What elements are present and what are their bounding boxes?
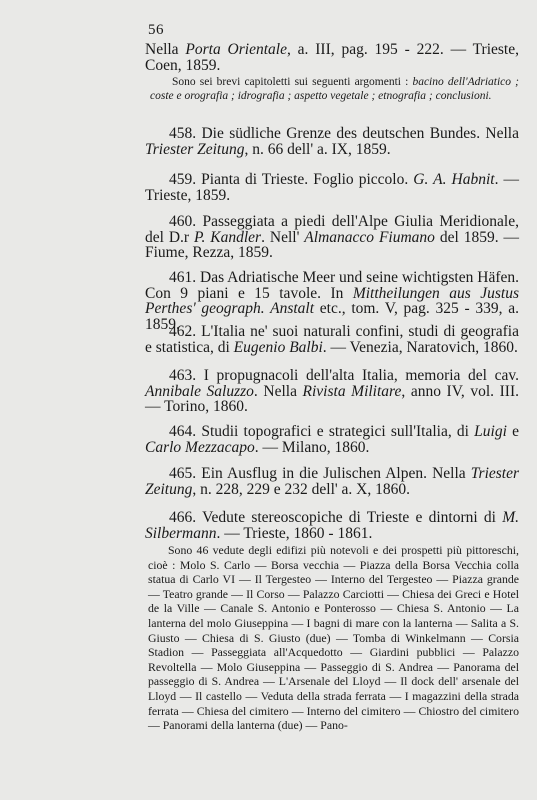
italic-run: Triester Zeitung: [145, 465, 519, 498]
entry-continuation: [145, 42, 519, 73]
text-run: Passeggiata a piedi dell'Alpe Giulia Meridionale, del D.r: [145, 213, 519, 246]
entry-463: [145, 368, 519, 415]
text-run: . — Trieste, 1860 - 1861.: [216, 524, 373, 542]
entry-text: [145, 172, 519, 203]
text-run: Pianta di Trieste. Foglio piccolo.: [196, 171, 414, 188]
entry-number: 463.: [169, 367, 197, 384]
description-body: Sono 46 vedute degli edifizi più notevoli e dei prospetti più pittoreschi, cioè : Molo S. Carlo — Borsa vecchia — Piazza della Borsa Vecchia colla statua di Carlo VI — Il Tergesteo — Interno del Tergesteo — Piazza grande — Teatro grande — Il Corso — Palazzo Carciotti — Chiesa dei Greci e Hotel de la Ville — Canale S. Antonio e Ponterosso — Chiesa S. Antonio — La lanterna del molo Giuseppina — I bagni di mare con la lanterna — Salita a S. Giusto — Chiesa di S. Giusto (due) — Tomba di Winkelmann — Corsia Stadion — Passeggiata all'Acquedotto — Giardini pubblici — Palazzo Revoltella — Molo Giuseppina — Passeggio di S. Andrea — Panorama del passeggio di S. Andrea — L'Arsenale del Lloyd — Il dock dell' arsenale del Lloyd — Il castello — Veduta della strada ferrata — I magazzini della strada ferrata — Chiesa del cimitero — Interno del cimitero — Chiostro del cimitero — Panorami della lanterna (due) — Pano-: [148, 543, 519, 733]
text-run: e: [506, 423, 519, 440]
text-run: , n. 66 dell' a. IX, 1859.: [244, 140, 391, 158]
italic-run: Carlo Mezzacapo: [145, 438, 255, 456]
entry-460: [145, 214, 519, 261]
entry-number: 466.: [169, 509, 197, 526]
text-run: Studii topografici e strategici sull'Italia, di: [196, 423, 475, 440]
entry-number: 461.: [169, 269, 197, 286]
text-run: I propugnacoli dell'alta Italia, memoria del cav.: [196, 367, 519, 384]
entry-459: [145, 172, 519, 203]
italic-run: Luigi: [474, 423, 507, 440]
entry-text: [145, 466, 519, 497]
italic-run: Annibale Saluzzo: [145, 382, 254, 400]
text-run: Vedute stereoscopiche di Trieste e dintorni di: [196, 509, 503, 526]
entry-text: [145, 214, 519, 261]
description-text: [148, 543, 519, 733]
entry-458: [145, 126, 519, 157]
text-run: . — Milano, 1860.: [254, 438, 370, 456]
entry-465: [145, 466, 519, 497]
page-number: 56: [148, 22, 164, 38]
entry-number: 465.: [169, 465, 197, 482]
entry-text: [145, 324, 519, 355]
text-run: , anno IV, vol. III. — Torino, 1860.: [145, 382, 519, 415]
text-run: del 1859. — Fiume, Rezza, 1859.: [145, 228, 519, 261]
italic-run: Almanacco Fiumano: [304, 228, 435, 246]
entry-466-description: [148, 543, 519, 733]
entry-text: [145, 126, 519, 157]
text-run: . Nell': [261, 228, 305, 246]
entry-text: [145, 510, 519, 541]
text-run: , n. 228, 229 e 232 dell' a. X, 1860.: [192, 480, 410, 498]
entry-464: [145, 424, 519, 455]
italic-run: bacino dell'Adriatico ; coste e orografia ; idrografia ; aspetto vegetale ; etnografia ; conclusioni.: [150, 76, 519, 102]
text-run: Ein Ausflug in die Julischen Alpen. Nella: [196, 465, 471, 482]
entry-number: 458.: [169, 125, 197, 142]
entry-462: [145, 324, 519, 355]
entry-466: [145, 510, 519, 541]
italic-run: Rivista Militare: [302, 382, 402, 400]
text-run: . Nella: [253, 382, 303, 400]
text-run: . — Venezia, Naratovich, 1860.: [322, 338, 518, 356]
italic-run: M. Silbermann: [145, 509, 519, 542]
text-run: . — Trieste, 1859.: [145, 171, 519, 204]
entry-text: [145, 42, 519, 73]
entry-number: 459.: [169, 171, 197, 188]
text-run: Die südliche Grenze des deutschen Bundes. Nella: [196, 125, 519, 142]
entry-number: 464.: [169, 423, 197, 440]
italic-run: Mittheilungen aus Justus Perthes' geograph. Anstalt: [145, 284, 519, 317]
entry-note: [150, 76, 519, 103]
text-run: , a. III, pag. 195 - 222. — Trieste, Coen, 1859.: [145, 41, 519, 74]
entry-text: [145, 368, 519, 415]
text-run: Sono sei brevi capitoletti sui seguenti argomenti :: [172, 76, 413, 88]
text-run: Das Adriatische Meer und seine wichtigsten Häfen. Con 9 piani e 15 tavole. In: [145, 269, 519, 302]
text-run: L'Italia ne' suoi naturali confini, studi di geografia e statistica, di: [145, 323, 519, 356]
italic-run: Eugenio Balbi: [233, 338, 323, 356]
italic-run: G. A. Habnit: [413, 171, 495, 188]
text-run: etc., tom. V, pag. 325 - 339, a. 1859.: [145, 300, 519, 333]
italic-run: Triester Zeitung: [145, 140, 245, 158]
entry-number: 462.: [169, 323, 197, 340]
entry-text: [145, 424, 519, 455]
note-text: [150, 76, 519, 103]
text-run: Nella: [145, 41, 186, 58]
italic-run: P. Kandler: [194, 228, 262, 246]
entry-number: 460.: [169, 213, 197, 230]
italic-run: Porta Orientale: [185, 41, 287, 58]
